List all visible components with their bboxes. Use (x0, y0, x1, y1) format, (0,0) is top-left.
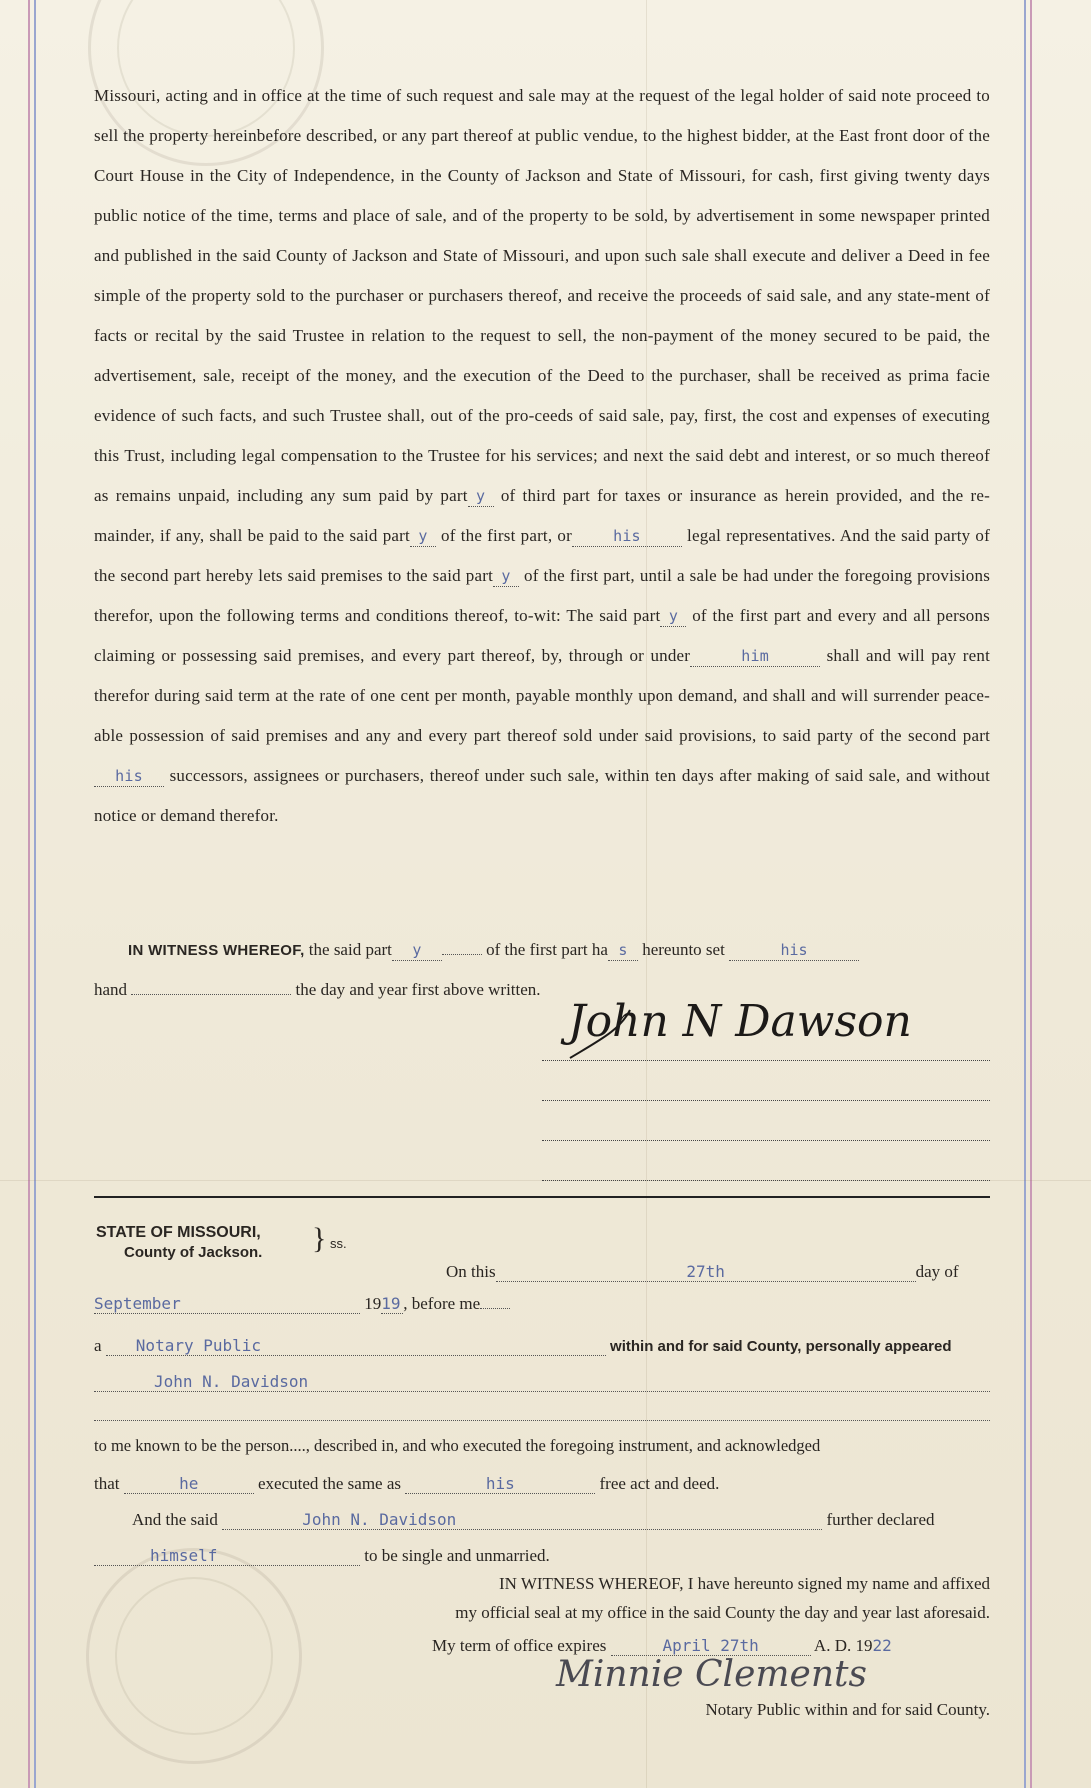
body-text-5: of the first part, until a sale be had under the foregoing provisions therefor, upon the following terms and conditions thereof, to-wit: The said part (94, 566, 991, 625)
grantor-signature (560, 970, 980, 1070)
witness-fill-his: his (729, 940, 859, 961)
notary-witness-2: my official seal at my office in the said County the day and year last aforesaid. (455, 1603, 990, 1622)
grantor-signature-text: John N Dawson (568, 996, 912, 1047)
notary-witness-1: IN WITNESS WHEREOF, I have hereunto signed my name and affixed (498, 1574, 990, 1593)
fill-his-2: his (94, 766, 164, 787)
signature-line-4 (542, 1180, 990, 1181)
before-me-label: , before me (403, 1294, 481, 1313)
himself-value: himself (94, 1546, 360, 1566)
witness-clause (94, 940, 990, 961)
section-divider (94, 1196, 990, 1198)
person-line (94, 1372, 990, 1392)
before-me-dots (480, 1308, 510, 1309)
executed-same-label: executed the same as (258, 1474, 402, 1493)
month-value: September (94, 1294, 360, 1314)
date-line (94, 1294, 990, 1314)
free-act-label: free act and deed. (599, 1474, 720, 1493)
margin-rule-right-inner (1024, 0, 1026, 1788)
single-label: to be single and unmarried. (364, 1546, 550, 1565)
year-value: 19 (381, 1294, 403, 1314)
body-text-3: of the first part, or (441, 526, 572, 545)
term-label: My term of office expires (432, 1636, 607, 1655)
witness-dots-1 (442, 954, 482, 955)
fill-party-2: y (410, 526, 436, 547)
body-text-8: successors, assignees or purchasers, thereof under such sale, within ten days after making of said sale, and without notice or demand therefor. (94, 766, 991, 825)
term-value: April 27th (611, 1636, 811, 1656)
venue-county: County of Jackson. (124, 1244, 263, 1261)
witness-text-3: hereunto set (642, 940, 725, 959)
his-value: his (405, 1474, 595, 1494)
blank-line-dots (94, 1420, 990, 1421)
margin-rule-left-outer (28, 0, 30, 1788)
fill-party-4: y (660, 606, 686, 627)
he-value: he (124, 1474, 254, 1494)
day-of-label: day of (915, 1262, 959, 1281)
body-text-4: legal representatives. And the said party of the second part hereby lets said premises to the said part (94, 526, 990, 585)
witness-text-2: of the first part ha (486, 940, 608, 959)
signature-line-1 (542, 1060, 990, 1061)
said-value: John N. Davidson (222, 1510, 822, 1530)
fill-his-1: his (572, 526, 682, 547)
venue-state: STATE OF MISSOURI, (96, 1224, 261, 1241)
deed-body-paragraph (94, 76, 990, 836)
fill-him: him (690, 646, 820, 667)
witness-hand-label: hand (94, 980, 128, 999)
witness-heading: IN WITNESS WHEREOF, (128, 942, 305, 959)
witness-fill-has: s (608, 940, 638, 961)
and-said-line (94, 1510, 990, 1530)
signature-line-3 (542, 1140, 990, 1141)
on-this-line (446, 1262, 959, 1282)
body-text-6: of the first part and every and all persons claiming or possessing said premises, and every part thereof, by, through or under (94, 606, 990, 665)
further-label: further declared (826, 1510, 935, 1529)
venue-block (96, 1223, 262, 1263)
officer-value: Notary Public (106, 1336, 606, 1356)
notary-caption: Notary Public within and for said County. (705, 1700, 990, 1719)
officer-line (94, 1336, 990, 1356)
signature-line-2 (542, 1100, 990, 1101)
margin-rule-right-outer (1030, 0, 1032, 1788)
that-label: that (94, 1474, 120, 1493)
blank-line (94, 1406, 990, 1426)
within-label: within and for said County, personally appeared (610, 1338, 952, 1355)
fill-party-3: y (493, 566, 519, 587)
embossed-notary-seal (86, 1548, 302, 1764)
venue-ss: ss. (330, 1236, 347, 1251)
notary-signature-text: Minnie Clements (556, 1654, 867, 1695)
body-text-7: shall and will pay rent therefor during said term at the rate of one cent per month, payable monthly upon demand, and shall and will surrender peace-able possession of said premises and any and every part thereof sold under said provisions, to said party of the second part (94, 646, 991, 745)
witness-text-4: the day and year first above written. (295, 980, 541, 999)
person-value: John N. Davidson (94, 1372, 990, 1392)
on-this-label: On this (446, 1262, 496, 1281)
witness-fill-party: y (392, 940, 442, 961)
margin-rule-left-inner (34, 0, 36, 1788)
witness-text-1: the said part (308, 940, 392, 959)
venue-brace: } (312, 1222, 327, 1255)
fill-party-1: y (468, 486, 494, 507)
day-value: 27th (496, 1262, 916, 1282)
officer-a-label: a (94, 1336, 102, 1355)
ad-year: 22 (872, 1636, 892, 1655)
body-text-2: of third part for taxes or insurance as herein provided, and the re-mainder, if any, shall be paid to the said part (94, 486, 990, 545)
body-text-1: Missouri, acting and in office at the time of such request and sale may at the request of the legal holder of said note proceed to sell the property hereinbefore described, or any part thereof at public vendue, to the highest bidder, at the East front door of the Court House in the City of Independence, in the County of Jackson and State of Missouri, for cash, first giving twenty days public notice of the time, terms and place of sale, and of the property to be sold, by advertisement in some newspaper printed and published in the said County of Jackson and State of Missouri, and upon such sale shall execute and deliver a Deed in fee simple of the property sold to the purchaser or purchasers thereof, and receive the proceeds of said sale, and any state-ment of facts or recital by the said Trustee in relation to the request to sell, the non-payment of the money secured to be paid, the advertisement, sale, receipt of the money, and the execution of the Deed to the purchaser, shall be received as prima facie evidence of such facts, and such Trustee shall, out of the pro-ceeds of said sale, pay, first, the cost and expenses of executing this Trust, including legal compensation to the Trustee for his services; and next the said debt and interest, or so much thereof as remains unpaid, including any sum paid by part (94, 86, 990, 505)
year-prefix: 19 (364, 1294, 382, 1313)
himself-line (94, 1546, 990, 1566)
known-line: to me known to be the person...., described in, and who executed the foregoing instrument, and acknowledged (94, 1436, 821, 1455)
witness-hand-dots (131, 994, 291, 995)
that-line (94, 1474, 990, 1494)
and-said-label: And the said (132, 1510, 218, 1529)
ad-label: A. D. 19 (813, 1636, 873, 1655)
